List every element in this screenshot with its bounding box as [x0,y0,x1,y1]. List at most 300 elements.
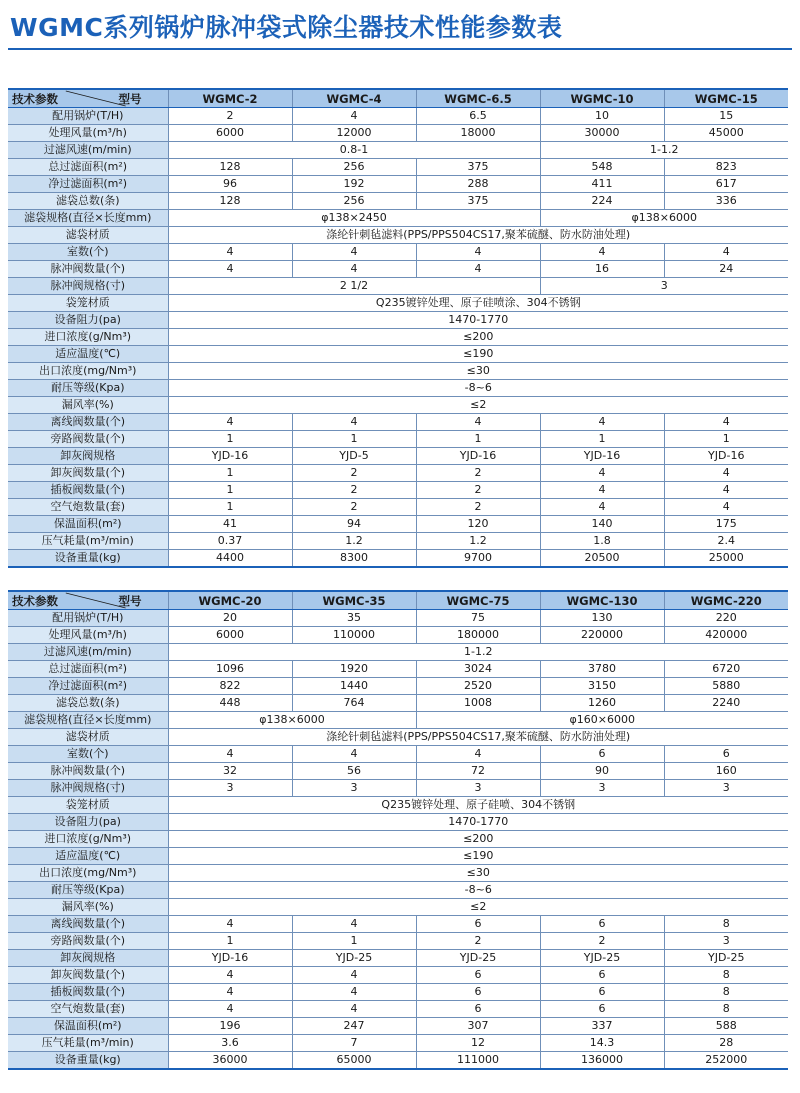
spanning-value-cell: 涤纶针刺毡滤料(PPS/PPS504CS17,聚苯硫醚、防水防油处理) [168,227,788,244]
row-label: 适应温度(℃) [8,848,168,865]
value-cell: 375 [416,193,540,210]
value-cell: 1 [292,933,416,950]
value-cell: 220000 [540,627,664,644]
value-cell: 420000 [664,627,788,644]
table-row [8,210,788,227]
row-label: 滤袋总数(条) [8,695,168,712]
value-cell: 4 [292,967,416,984]
merged-value-cell: 3 [540,278,788,295]
value-cell: 4 [168,261,292,278]
model-header-cell: WGMC-35 [292,591,416,610]
row-label: 总过滤面积(m²) [8,159,168,176]
header-corner-cell [8,89,168,108]
table-row [8,1035,788,1052]
value-cell: 1 [168,465,292,482]
value-cell: YJD-25 [540,950,664,967]
row-label: 旁路阀数量(个) [8,431,168,448]
value-cell: 4 [540,482,664,499]
value-cell: 8 [664,984,788,1001]
model-header-cell: WGMC-4 [292,89,416,108]
table-row [8,831,788,848]
row-label: 配用锅炉(T/H) [8,108,168,125]
spanning-value-cell: 1470-1770 [168,312,788,329]
value-cell: 4 [664,482,788,499]
value-cell: 6 [540,967,664,984]
row-label: 滤袋材质 [8,729,168,746]
value-cell: 4 [416,414,540,431]
merged-value-cell: φ138×6000 [168,712,416,729]
value-cell: 3.6 [168,1035,292,1052]
value-cell: 3150 [540,678,664,695]
table-header-row [8,591,788,610]
table-row [8,125,788,142]
model-header-cell: WGMC-10 [540,89,664,108]
value-cell: 4 [664,244,788,261]
table-row [8,644,788,661]
value-cell: 4 [540,244,664,261]
value-cell: 336 [664,193,788,210]
row-label: 进口浓度(g/Nm³) [8,329,168,346]
value-cell: 12000 [292,125,416,142]
row-label: 脉冲阀数量(个) [8,261,168,278]
value-cell: 256 [292,159,416,176]
value-cell: 2 [292,499,416,516]
value-cell: 41 [168,516,292,533]
table-row [8,746,788,763]
value-cell: 4 [168,1001,292,1018]
table-row [8,678,788,695]
value-cell: 20500 [540,550,664,568]
value-cell: 72 [416,763,540,780]
value-cell: 3 [664,933,788,950]
value-cell: 4 [292,244,416,261]
value-cell: 1.8 [540,533,664,550]
table-row [8,916,788,933]
table-row [8,933,788,950]
value-cell: 764 [292,695,416,712]
value-cell: 2 [168,108,292,125]
row-label: 旁路阀数量(个) [8,933,168,950]
table-row [8,797,788,814]
spanning-value-cell: Q235镀锌处理、原子硅喷、304不锈钢 [168,797,788,814]
value-cell: 337 [540,1018,664,1035]
model-header-cell: WGMC-75 [416,591,540,610]
value-cell: YJD-16 [168,448,292,465]
row-label: 保温面积(m²) [8,516,168,533]
table-row [8,899,788,916]
model-header-cell: WGMC-220 [664,591,788,610]
table-row [8,780,788,797]
value-cell: 8300 [292,550,416,568]
value-cell: 4 [664,465,788,482]
table-row [8,482,788,499]
value-cell: 35 [292,610,416,627]
table-row [8,1018,788,1035]
value-cell: 2 [416,482,540,499]
value-cell: 4 [292,746,416,763]
value-cell: 3 [416,780,540,797]
value-cell: 6 [416,967,540,984]
table-header-row [8,89,788,108]
value-cell: 5880 [664,678,788,695]
value-cell: 28 [664,1035,788,1052]
table-row [8,108,788,125]
model-header-cell: WGMC-20 [168,591,292,610]
merged-value-cell: φ160×6000 [416,712,788,729]
value-cell: 8 [664,1001,788,1018]
value-cell: 2 [292,482,416,499]
value-cell: 4 [292,261,416,278]
spanning-value-cell: ≤30 [168,865,788,882]
value-cell: 14.3 [540,1035,664,1052]
value-cell: 4 [292,1001,416,1018]
header-model-label: 型号 [118,92,142,106]
row-label: 设备重量(kg) [8,1052,168,1070]
row-label: 卸灰阀数量(个) [8,465,168,482]
row-label: 离线阀数量(个) [8,414,168,431]
value-cell: 4 [168,984,292,1001]
table-row [8,533,788,550]
value-cell: 1 [168,482,292,499]
value-cell: 136000 [540,1052,664,1070]
spanning-value-cell: -8~6 [168,882,788,899]
value-cell: 96 [168,176,292,193]
spanning-value-cell: Q235镀锌处理、原子硅喷涂、304不锈钢 [168,295,788,312]
row-label: 压气耗量(m³/min) [8,533,168,550]
value-cell: 4 [664,414,788,431]
value-cell: 256 [292,193,416,210]
merged-value-cell: 2 1/2 [168,278,540,295]
value-cell: 1 [664,431,788,448]
value-cell: 2240 [664,695,788,712]
model-header-cell: WGMC-2 [168,89,292,108]
spec-table-1 [8,88,788,568]
table-row [8,397,788,414]
row-label: 漏风率(%) [8,397,168,414]
row-label: 处理风量(m³/h) [8,627,168,644]
table-row [8,431,788,448]
value-cell: 3024 [416,661,540,678]
spanning-value-cell: ≤190 [168,848,788,865]
value-cell: 4 [292,984,416,1001]
page-title: WGMC系列锅炉脉冲袋式除尘器技术性能参数表 [10,13,563,42]
table-row [8,142,788,159]
row-label: 卸灰阀数量(个) [8,967,168,984]
merged-value-cell: φ138×6000 [540,210,788,227]
value-cell: 1.2 [416,533,540,550]
row-label: 出口浓度(mg/Nm³) [8,865,168,882]
row-label: 卸灰阀规格 [8,448,168,465]
row-label: 空气炮数量(套) [8,499,168,516]
value-cell: 1 [416,431,540,448]
value-cell: 75 [416,610,540,627]
table-row [8,312,788,329]
value-cell: 3 [168,780,292,797]
value-cell: 2 [292,465,416,482]
row-label: 空气炮数量(套) [8,1001,168,1018]
table-row [8,729,788,746]
row-label: 净过滤面积(m²) [8,176,168,193]
table-row [8,465,788,482]
value-cell: 2 [416,465,540,482]
value-cell: 1.2 [292,533,416,550]
table-row [8,610,788,627]
spanning-value-cell: 1470-1770 [168,814,788,831]
value-cell: 175 [664,516,788,533]
value-cell: 6 [416,916,540,933]
value-cell: 6720 [664,661,788,678]
table-row [8,261,788,278]
table-row [8,661,788,678]
value-cell: YJD-25 [664,950,788,967]
value-cell: YJD-25 [292,950,416,967]
value-cell: 3 [292,780,416,797]
row-label: 室数(个) [8,746,168,763]
row-label: 滤袋规格(直径×长度mm) [8,210,168,227]
row-label: 脉冲阀数量(个) [8,763,168,780]
row-label: 处理风量(m³/h) [8,125,168,142]
value-cell: 1 [292,431,416,448]
spanning-value-cell: ≤30 [168,363,788,380]
value-cell: 4 [664,499,788,516]
table-row [8,516,788,533]
value-cell: 30000 [540,125,664,142]
value-cell: 111000 [416,1052,540,1070]
row-label: 净过滤面积(m²) [8,678,168,695]
row-label: 进口浓度(g/Nm³) [8,831,168,848]
table-row [8,278,788,295]
table-row [8,950,788,967]
header-param-label: 技术参数 [12,594,58,608]
row-label: 卸灰阀规格 [8,950,168,967]
value-cell: 1096 [168,661,292,678]
value-cell: 140 [540,516,664,533]
value-cell: 6 [540,916,664,933]
table-row [8,848,788,865]
merged-value-cell: 0.8-1 [168,142,540,159]
spanning-value-cell: ≤200 [168,329,788,346]
value-cell: 6000 [168,627,292,644]
value-cell: 0.37 [168,533,292,550]
merged-value-cell: 1-1.2 [540,142,788,159]
value-cell: 25000 [664,550,788,568]
value-cell: 6.5 [416,108,540,125]
model-header-cell: WGMC-130 [540,591,664,610]
value-cell: 4 [168,244,292,261]
spec-table-2 [8,590,788,1070]
value-cell: 20 [168,610,292,627]
value-cell: 6 [540,1001,664,1018]
table-row [8,1052,788,1070]
value-cell: 2 [540,933,664,950]
row-label: 耐压等级(Kpa) [8,882,168,899]
value-cell: 375 [416,159,540,176]
table-row [8,550,788,568]
value-cell: 4 [540,414,664,431]
value-cell: 4 [292,916,416,933]
value-cell: 548 [540,159,664,176]
value-cell: 822 [168,678,292,695]
value-cell: 288 [416,176,540,193]
table-row [8,763,788,780]
table-row [8,193,788,210]
value-cell: 247 [292,1018,416,1035]
value-cell: 220 [664,610,788,627]
value-cell: 36000 [168,1052,292,1070]
row-label: 设备阻力(pa) [8,814,168,831]
value-cell: 94 [292,516,416,533]
value-cell: 4 [540,499,664,516]
value-cell: 307 [416,1018,540,1035]
table-row [8,627,788,644]
model-header-cell: WGMC-15 [664,89,788,108]
value-cell: 56 [292,763,416,780]
value-cell: 110000 [292,627,416,644]
value-cell: 6000 [168,125,292,142]
table-row [8,882,788,899]
value-cell: 160 [664,763,788,780]
value-cell: 120 [416,516,540,533]
spanning-value-cell: -8~6 [168,380,788,397]
spanning-value-cell: 1-1.2 [168,644,788,661]
row-label: 过滤风速(m/min) [8,142,168,159]
value-cell: 8 [664,916,788,933]
row-label: 袋笼材质 [8,797,168,814]
row-label: 袋笼材质 [8,295,168,312]
header-param-label: 技术参数 [12,92,58,106]
value-cell: 32 [168,763,292,780]
value-cell: 3780 [540,661,664,678]
value-cell: 823 [664,159,788,176]
value-cell: 90 [540,763,664,780]
value-cell: 12 [416,1035,540,1052]
table-row [8,346,788,363]
spanning-value-cell: ≤2 [168,397,788,414]
value-cell: 180000 [416,627,540,644]
value-cell: 24 [664,261,788,278]
value-cell: 4 [292,108,416,125]
table-row [8,380,788,397]
value-cell: 192 [292,176,416,193]
value-cell: 1008 [416,695,540,712]
value-cell: 4 [168,916,292,933]
table-row [8,967,788,984]
value-cell: 1 [168,499,292,516]
value-cell: 4 [416,746,540,763]
title-divider [8,48,792,50]
table-row [8,176,788,193]
value-cell: 2.4 [664,533,788,550]
value-cell: 6 [664,746,788,763]
value-cell: 4400 [168,550,292,568]
table-row [8,159,788,176]
value-cell: 588 [664,1018,788,1035]
row-label: 总过滤面积(m²) [8,661,168,678]
value-cell: 224 [540,193,664,210]
table-row [8,295,788,312]
spanning-value-cell: ≤200 [168,831,788,848]
model-header-cell: WGMC-6.5 [416,89,540,108]
value-cell: 7 [292,1035,416,1052]
row-label: 出口浓度(mg/Nm³) [8,363,168,380]
value-cell: 1920 [292,661,416,678]
value-cell: 4 [168,967,292,984]
row-label: 脉冲阀规格(寸) [8,780,168,797]
row-label: 滤袋材质 [8,227,168,244]
row-label: 设备重量(kg) [8,550,168,568]
row-label: 室数(个) [8,244,168,261]
value-cell: 1 [168,431,292,448]
spanning-value-cell: 涤纶针刺毡滤料(PPS/PPS504CS17,聚苯硫醚、防水防油处理) [168,729,788,746]
row-label: 设备阻力(pa) [8,312,168,329]
value-cell: 9700 [416,550,540,568]
row-label: 适应温度(℃) [8,346,168,363]
row-label: 插板阀数量(个) [8,482,168,499]
row-label: 插板阀数量(个) [8,984,168,1001]
value-cell: 4 [416,261,540,278]
value-cell: 4 [168,746,292,763]
table-row [8,414,788,431]
spanning-value-cell: ≤2 [168,899,788,916]
row-label: 压气耗量(m³/min) [8,1035,168,1052]
value-cell: YJD-25 [416,950,540,967]
value-cell: 3 [664,780,788,797]
row-label: 离线阀数量(个) [8,916,168,933]
value-cell: 411 [540,176,664,193]
value-cell: 130 [540,610,664,627]
header-corner-cell [8,591,168,610]
value-cell: 15 [664,108,788,125]
table-row [8,227,788,244]
value-cell: 3 [540,780,664,797]
value-cell: 196 [168,1018,292,1035]
value-cell: 45000 [664,125,788,142]
header-model-label: 型号 [118,594,142,608]
table-row [8,363,788,380]
table-row [8,865,788,882]
value-cell: 128 [168,193,292,210]
value-cell: 2 [416,499,540,516]
table-row [8,814,788,831]
merged-value-cell: φ138×2450 [168,210,540,227]
table-row [8,329,788,346]
table-row [8,695,788,712]
value-cell: 1 [168,933,292,950]
row-label: 滤袋总数(条) [8,193,168,210]
value-cell: 2 [416,933,540,950]
row-label: 滤袋规格(直径×长度mm) [8,712,168,729]
value-cell: 4 [168,414,292,431]
value-cell: 448 [168,695,292,712]
table-row [8,244,788,261]
value-cell: 6 [540,984,664,1001]
value-cell: 128 [168,159,292,176]
table-row [8,712,788,729]
row-label: 漏风率(%) [8,899,168,916]
value-cell: YJD-16 [416,448,540,465]
value-cell: 16 [540,261,664,278]
value-cell: 6 [416,984,540,1001]
spanning-value-cell: ≤190 [168,346,788,363]
value-cell: 4 [292,414,416,431]
table-row [8,499,788,516]
row-label: 保温面积(m²) [8,1018,168,1035]
value-cell: 10 [540,108,664,125]
value-cell: 2520 [416,678,540,695]
value-cell: 65000 [292,1052,416,1070]
value-cell: 6 [416,1001,540,1018]
value-cell: 4 [416,244,540,261]
